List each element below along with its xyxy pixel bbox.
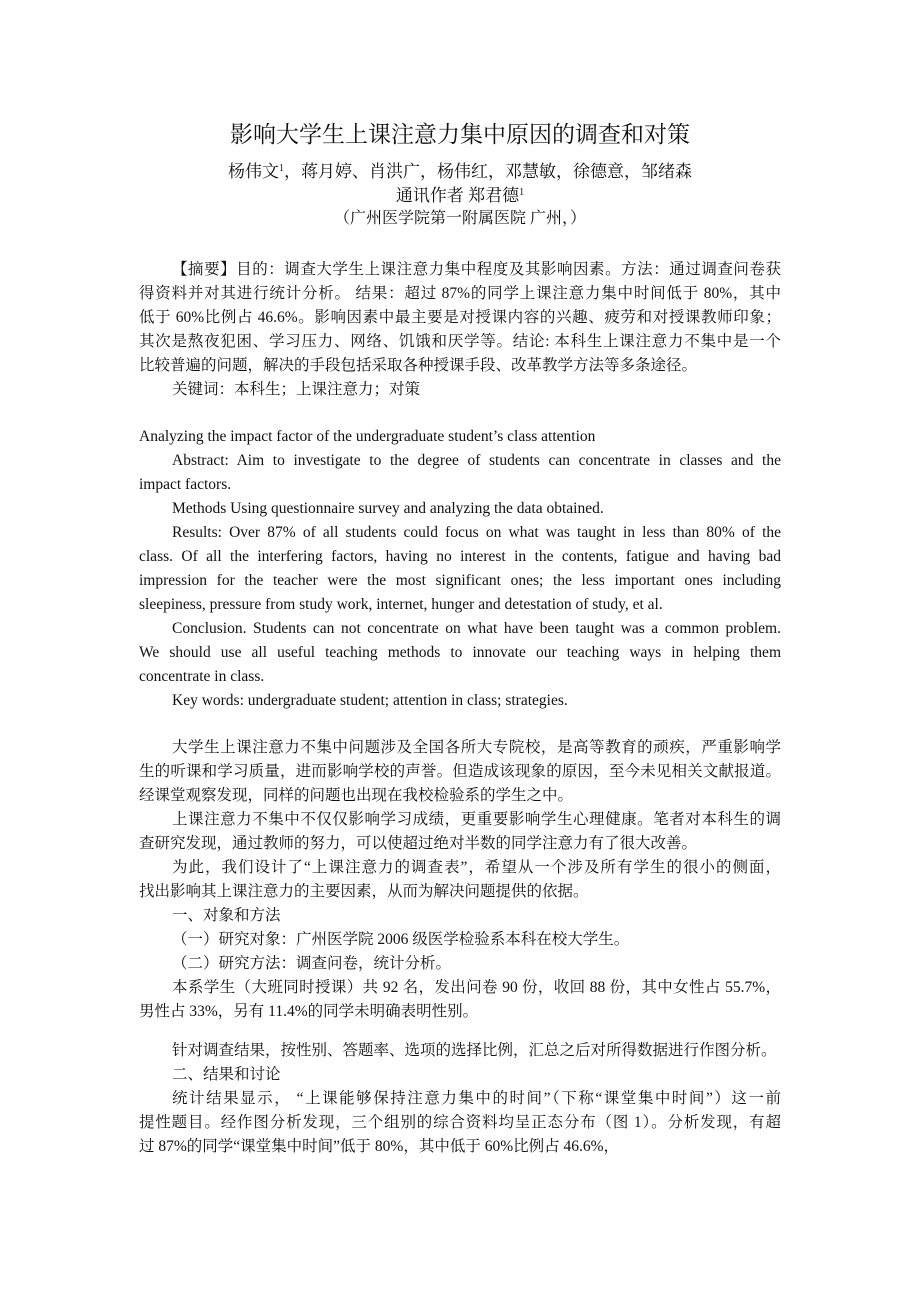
text-line: 提性题目。经作图分析发现，三个组别的综合资料均呈正态分布（图 1）。分析发现，有超 — [139, 1114, 781, 1131]
section-heading-2 — [139, 1063, 781, 1087]
text-line: 一、对象和方法 — [172, 907, 281, 924]
text-line: 比较普遍的问题，解决的手段包括采取各种授课手段、改革教学方法等多条途径。 — [139, 357, 698, 374]
section-heading-1 — [139, 904, 781, 928]
document-body — [139, 258, 781, 1159]
keywords-cn — [139, 378, 781, 402]
text-line: Analyzing the impact factor of the undergraduate student’s class attention — [139, 428, 596, 445]
text-line: 经课堂观察发现，同样的问题也出现在我校检验系的学生之中。 — [139, 787, 574, 804]
method-line — [139, 952, 781, 976]
text-line: 针对调查结果，按性别、答题率、选项的选择比例，汇总之后对所得数据进行作图分析。 — [172, 1042, 777, 1059]
text-line: 二、结果和讨论 — [172, 1066, 281, 1083]
text-line: class. Of all the interfering factors, having no interest in the contents, fatigue and having bad — [139, 548, 781, 565]
text-line: 关键词：本科生；上课注意力；对策 — [172, 381, 421, 398]
text-line: Methods Using questionnaire survey and analyzing the data obtained. — [172, 500, 604, 517]
first-author: 杨伟文 — [228, 162, 279, 181]
text-line: Conclusion. Students can not concentrate on what have been taught was a common problem. — [172, 620, 781, 637]
document-title: 影响大学生上课注意力集中原因的调查和对策 — [230, 122, 690, 147]
text-line: Abstract: Aim to investigate to the degree of students can concentrate in classes and the — [172, 452, 781, 469]
subject-line — [139, 928, 781, 952]
conclusion-en — [139, 617, 781, 689]
text-line: 生的听课和学习质量，进而影响学校的声誉。但造成该现象的原因，至今未见相关文献报道。 — [139, 763, 781, 780]
text-line: 查研究发现，通过教师的努力，可以使超过绝对半数的同学注意力有了很大改善。 — [139, 835, 698, 852]
text-line: 为此，我们设计了“上课注意力的调查表”，希望从一个涉及所有学生的很小的侧面， — [172, 859, 781, 876]
text-line: （二）研究方法：调查问卷，统计分析。 — [172, 955, 452, 972]
text-line: （一）研究对象：广州医学院 2006 级医学检验系本科在校大学生。 — [172, 931, 630, 948]
text-line: Key words: undergraduate student; attention in class; strategies. — [172, 692, 568, 709]
abstract-en — [139, 449, 781, 497]
text-line: impression for the teacher were the most significant ones; the less important ones including — [139, 572, 781, 589]
results-paragraph — [139, 1087, 781, 1159]
text-line: 低于 60%比例占 46.6%。影响因素中最主要是对授课内容的兴趣、疲劳和对授课教师印象； — [139, 309, 781, 326]
intro-paragraph-1 — [139, 736, 781, 808]
affiliation-marker: 1 — [519, 187, 525, 198]
text-line: Results: Over 87% of all students could focus on what was taught in less than 80% of the — [172, 524, 781, 541]
text-line: 过 87%的同学“课堂集中时间”低于 80%，其中低于 60%比例占 46.6%， — [139, 1138, 620, 1155]
other-authors: ，蒋月婷、肖洪广，杨伟红，邓慧敏，徐德意，邹绪森 — [284, 162, 692, 181]
text-line: 大学生上课注意力不集中问题涉及全国各所大专院校，是高等教育的顽疾，严重影响学 — [172, 739, 781, 756]
corresponding-author — [0, 184, 920, 208]
affiliation: （广州医学院第一附属医院 广州，） — [333, 210, 586, 227]
intro-paragraph-3 — [139, 856, 781, 904]
text-line: 本系学生（大班同时授课）共 92 名，发出问卷 90 份，收回 88 份，其中女性占 55.7%， — [172, 979, 781, 996]
author-list — [0, 160, 920, 184]
text-line: 上课注意力不集中不仅仅影响学习成绩，更重要影响学生心理健康。笔者对本科生的调 — [172, 811, 781, 828]
text-line: 得资料并对其进行统计分析。 结果：超过 87%的同学上课注意力集中时间低于 80%，其中 — [139, 285, 781, 302]
analysis-paragraph — [139, 1039, 781, 1063]
corresponding-author-name: 通讯作者 郑君德 — [395, 186, 520, 205]
intro-paragraph-2 — [139, 808, 781, 856]
results-en — [139, 521, 781, 617]
text-line: 其次是熬夜犯困、学习压力、网络、饥饿和厌学等。结论: 本科生上课注意力不集中是一个 — [139, 333, 781, 350]
text-line: 找出影响其上课注意力的主要因素，从而为解决问题提供的依据。 — [139, 883, 589, 900]
text-line: concentrate in class. — [139, 668, 265, 685]
text-line: 统计结果显示， “上课能够保持注意力集中的时间”（下称“课堂集中时间”）这一前 — [172, 1090, 781, 1107]
text-line: 男性占 33%，另有 11.4%的同学未明确表明性别。 — [139, 1003, 479, 1020]
english-title — [139, 425, 781, 449]
keywords-en — [139, 689, 781, 713]
text-line: sleepiness, pressure from study work, internet, hunger and detestation of study, et al. — [139, 596, 663, 613]
affiliation-marker: 1 — [279, 163, 284, 174]
methods-en — [139, 497, 781, 521]
text-line: impact factors. — [139, 476, 232, 493]
abstract-cn — [139, 258, 781, 378]
text-line: We should use all useful teaching methods to innovate our teaching ways in helping them — [139, 644, 781, 661]
sample-paragraph — [139, 976, 781, 1024]
text-line: 【摘要】目的：调查大学生上课注意力集中程度及其影响因素。方法：通过调查问卷获 — [172, 261, 781, 278]
